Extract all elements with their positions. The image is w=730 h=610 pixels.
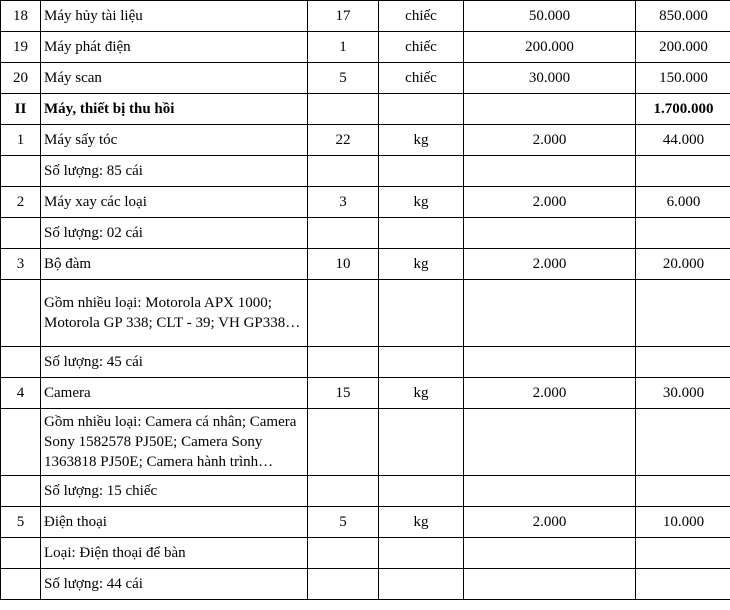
row-detail: Số lượng: 85 cái [41, 156, 308, 187]
row-total: 20.000 [636, 249, 730, 280]
row-qty: 17 [308, 1, 379, 32]
row-name: Điện thoại [41, 507, 308, 538]
row-stt: 3 [1, 249, 41, 280]
row-unit: kg [379, 249, 464, 280]
row-stt: 2 [1, 187, 41, 218]
row-unit: chiếc [379, 1, 464, 32]
row-total [636, 569, 730, 600]
row-total: 200.000 [636, 32, 730, 63]
row-unit: chiếc [379, 63, 464, 94]
row-total [636, 409, 730, 476]
row-unit [379, 218, 464, 249]
row-price [464, 538, 636, 569]
row-detail: Loại: Điện thoại để bàn [41, 538, 308, 569]
row-qty: 15 [308, 378, 379, 409]
row-qty [308, 156, 379, 187]
row-total [636, 218, 730, 249]
row-total: 30.000 [636, 378, 730, 409]
section-row [1, 94, 730, 125]
row-qty [308, 476, 379, 507]
row-total: 850.000 [636, 1, 730, 32]
row-total: 10.000 [636, 507, 730, 538]
row-total [636, 280, 730, 347]
section-total: 1.700.000 [636, 94, 730, 125]
row-unit [379, 569, 464, 600]
section-title: Máy, thiết bị thu hồi [41, 94, 308, 125]
table-row-detail [1, 218, 730, 249]
row-stt [1, 218, 41, 249]
row-total [636, 538, 730, 569]
row-detail: Số lượng: 45 cái [41, 347, 308, 378]
row-stt: 5 [1, 507, 41, 538]
row-price [464, 347, 636, 378]
row-qty [308, 218, 379, 249]
row-qty: 10 [308, 249, 379, 280]
row-stt: 19 [1, 32, 41, 63]
row-unit [379, 156, 464, 187]
row-detail: Số lượng: 44 cái [41, 569, 308, 600]
table-row-detail [1, 569, 730, 600]
row-qty [308, 409, 379, 476]
row-unit: kg [379, 507, 464, 538]
row-price [464, 409, 636, 476]
table-row [1, 507, 730, 538]
table-row [1, 378, 730, 409]
row-name: Camera [41, 378, 308, 409]
row-name: Máy hủy tài liệu [41, 1, 308, 32]
table-row-detail [1, 538, 730, 569]
row-price [464, 94, 636, 125]
row-stt [1, 409, 41, 476]
row-price [464, 280, 636, 347]
row-detail: Gồm nhiều loại: Motorola APX 1000; Motorola GP 338; CLT - 39; VH GP338… [41, 280, 308, 347]
row-name: Bộ đàm [41, 249, 308, 280]
row-price: 2.000 [464, 249, 636, 280]
table-row [1, 249, 730, 280]
row-unit: kg [379, 125, 464, 156]
row-qty: 5 [308, 507, 379, 538]
row-qty [308, 280, 379, 347]
row-stt: 18 [1, 1, 41, 32]
row-total: 6.000 [636, 187, 730, 218]
row-price [464, 156, 636, 187]
row-name: Máy phát điện [41, 32, 308, 63]
row-name: Máy sấy tóc [41, 125, 308, 156]
row-name: Máy scan [41, 63, 308, 94]
row-qty: 5 [308, 63, 379, 94]
row-name: Máy xay các loại [41, 187, 308, 218]
table-row-detail [1, 409, 730, 476]
row-total: 150.000 [636, 63, 730, 94]
row-total: 44.000 [636, 125, 730, 156]
row-price: 2.000 [464, 378, 636, 409]
row-stt: 20 [1, 63, 41, 94]
row-stt [1, 538, 41, 569]
row-unit: kg [379, 378, 464, 409]
row-stt [1, 156, 41, 187]
table-row-detail [1, 156, 730, 187]
row-qty [308, 347, 379, 378]
row-price: 2.000 [464, 125, 636, 156]
table-row-detail [1, 476, 730, 507]
row-unit [379, 347, 464, 378]
row-total [636, 156, 730, 187]
row-unit [379, 94, 464, 125]
table-row [1, 187, 730, 218]
table-row-detail [1, 347, 730, 378]
row-stt: 4 [1, 378, 41, 409]
row-qty [308, 538, 379, 569]
table-row [1, 63, 730, 94]
row-price [464, 218, 636, 249]
table-row [1, 32, 730, 63]
row-stt [1, 476, 41, 507]
row-price: 2.000 [464, 507, 636, 538]
row-price [464, 569, 636, 600]
row-price: 200.000 [464, 32, 636, 63]
row-qty [308, 569, 379, 600]
row-qty [308, 94, 379, 125]
row-stt: 1 [1, 125, 41, 156]
row-unit: kg [379, 187, 464, 218]
table-row [1, 125, 730, 156]
row-price: 30.000 [464, 63, 636, 94]
row-unit [379, 476, 464, 507]
row-detail: Số lượng: 15 chiếc [41, 476, 308, 507]
row-total [636, 347, 730, 378]
row-qty: 22 [308, 125, 379, 156]
row-qty: 1 [308, 32, 379, 63]
row-price: 2.000 [464, 187, 636, 218]
row-detail: Số lượng: 02 cái [41, 218, 308, 249]
row-stt [1, 280, 41, 347]
section-stt: II [1, 94, 41, 125]
row-price [464, 476, 636, 507]
table-row-detail [1, 280, 730, 347]
row-stt [1, 347, 41, 378]
row-total [636, 476, 730, 507]
row-detail: Gồm nhiều loại: Camera cá nhân; Camera Sony 1582578 PJ50E; Camera Sony 1363818 PJ50E; Camera hành trình… [41, 409, 308, 476]
row-unit [379, 538, 464, 569]
row-qty: 3 [308, 187, 379, 218]
row-unit: chiếc [379, 32, 464, 63]
row-stt [1, 569, 41, 600]
row-unit [379, 280, 464, 347]
table-row [1, 1, 730, 32]
row-unit [379, 409, 464, 476]
row-price: 50.000 [464, 1, 636, 32]
